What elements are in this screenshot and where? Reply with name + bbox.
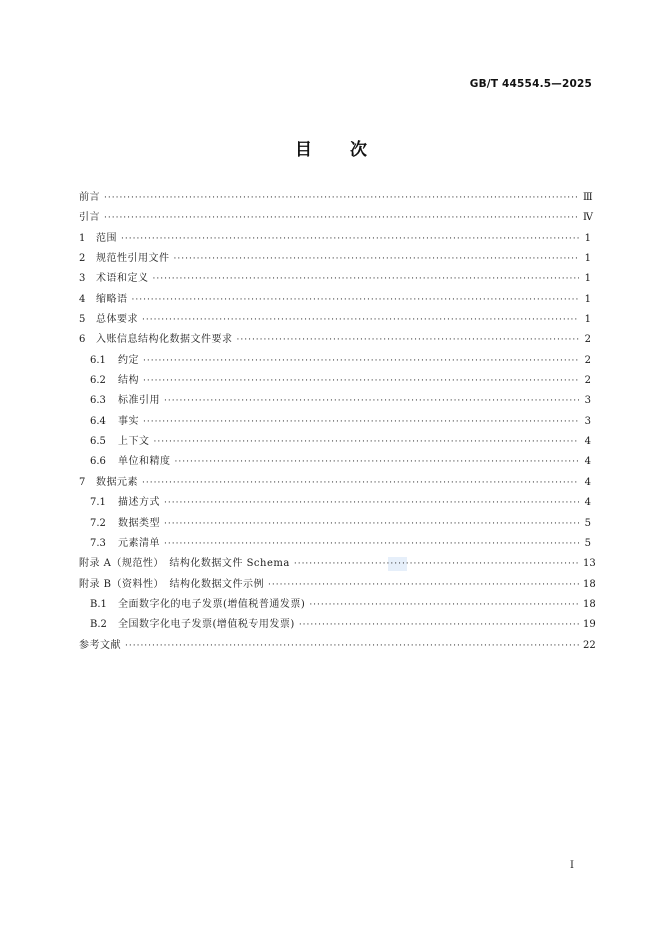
toc-leader-dots	[164, 493, 579, 513]
toc-entry-label: 约定	[118, 354, 139, 366]
toc-entry-number: 7.1	[90, 497, 106, 509]
page-title-right: 次	[350, 140, 367, 160]
toc-entry-page: 1	[584, 253, 591, 265]
toc-entry-number: 7	[79, 476, 86, 488]
toc-entry-label: 前言	[79, 192, 100, 203]
toc-entry[interactable]	[79, 188, 591, 208]
toc-entry-number: 6.2	[90, 375, 106, 387]
toc-entry-number: B.2	[90, 619, 107, 631]
toc-entry-label: 参考文献	[79, 639, 121, 651]
toc-entry-page: 3	[584, 395, 591, 407]
toc-entry-label: 数据元素	[96, 476, 138, 488]
toc-entry-page: 13	[583, 558, 596, 570]
toc-entry-page: 4	[584, 436, 591, 448]
toc-entry-label: 描述方式	[118, 497, 160, 509]
toc-entry-page: 4	[584, 497, 591, 509]
toc-entry-label: 入账信息结构化数据文件要求	[96, 334, 233, 346]
toc-entry-label: 引言	[79, 212, 100, 224]
toc-entry-number: 4	[79, 293, 86, 305]
toc-leader-dots	[164, 534, 579, 554]
toc-entry-page: 1	[584, 273, 591, 285]
toc-entry[interactable]	[79, 452, 591, 472]
toc-entry-label: 规范性引用文件	[96, 253, 170, 265]
toc-entry-number: 6.5	[90, 436, 106, 448]
toc-entry-number: 2	[79, 253, 86, 265]
page-title-left: 目	[295, 140, 312, 160]
toc-entry-label: 缩略语	[96, 293, 128, 305]
toc-entry[interactable]	[79, 351, 591, 371]
toc-leader-dots	[309, 595, 579, 615]
toc-entry[interactable]	[79, 310, 591, 330]
toc-entry[interactable]	[79, 391, 591, 411]
toc-entry-page: 2	[584, 334, 591, 346]
toc-entry[interactable]	[79, 534, 591, 554]
toc-entry-label: 附录 A（规范性） 结构化数据文件 Schema	[79, 558, 290, 570]
toc-entry-number: 6	[79, 334, 86, 346]
toc-entry-number: 3	[79, 273, 86, 285]
toc-entry-page: 4	[584, 476, 591, 488]
toc-entry[interactable]	[79, 412, 591, 432]
toc-entry-page: 1	[584, 293, 591, 305]
toc-entry-number: 5	[79, 314, 86, 326]
toc-entry-label: 全国数字化电子发票(增值税专用发票)	[118, 619, 295, 631]
toc-entry-label: 附录 B（资料性） 结构化数据文件示例	[79, 578, 265, 590]
toc-entry[interactable]	[79, 514, 591, 534]
toc-entry[interactable]	[79, 208, 591, 228]
toc-entry-label: 总体要求	[96, 314, 138, 326]
toc-entry[interactable]	[79, 473, 591, 493]
page-title	[0, 135, 662, 160]
toc-entry[interactable]	[79, 371, 591, 391]
toc-entry-page: 5	[584, 517, 591, 529]
standard-code: GB/T 44554.5—2025	[469, 78, 592, 90]
toc-entry-page: 5	[584, 537, 591, 549]
toc-leader-dots	[142, 310, 579, 330]
toc-entry-page: 2	[584, 375, 591, 387]
toc-entry-label: 全面数字化的电子发票(增值税普通发票)	[118, 598, 306, 610]
toc-entry-page: 19	[583, 619, 596, 631]
toc-leader-dots	[268, 575, 579, 595]
toc-entry[interactable]	[79, 229, 591, 249]
toc-entry[interactable]	[79, 615, 596, 635]
toc-leader-dots	[154, 432, 580, 452]
toc-entry-number: B.1	[90, 598, 107, 610]
toc-leader-dots	[143, 351, 579, 371]
toc-entry-page: 1	[584, 314, 591, 326]
toc-leader-dots	[299, 615, 579, 635]
toc-entry-page: 3	[584, 415, 591, 427]
toc-entry-page: 1	[584, 232, 591, 244]
toc-leader-dots	[142, 473, 579, 493]
toc-leader-dots	[175, 452, 580, 472]
toc-entry-page: 4	[584, 456, 591, 468]
toc-entry-page: Ⅳ	[583, 212, 593, 224]
toc-leader-dots	[164, 514, 579, 534]
toc-entry-number: 1	[79, 232, 86, 244]
toc-leader-dots	[153, 269, 580, 289]
toc-entry-number: 7.3	[90, 537, 106, 549]
table-of-contents	[79, 188, 596, 656]
toc-entry[interactable]	[79, 249, 591, 269]
toc-leader-dots	[143, 371, 579, 391]
toc-entry-label: 标准引用	[118, 395, 160, 407]
toc-entry-label: 数据类型	[118, 517, 160, 529]
toc-leader-dots	[143, 412, 579, 432]
toc-entry-number: 6.6	[90, 456, 106, 468]
toc-entry[interactable]	[79, 554, 596, 574]
toc-leader-dots	[164, 391, 579, 411]
toc-leader-dots	[104, 188, 579, 208]
toc-entry-page: 22	[583, 639, 596, 651]
toc-entry-label: 范围	[96, 232, 117, 244]
toc-leader-dots	[132, 290, 580, 310]
toc-entry[interactable]	[79, 575, 596, 595]
toc-entry[interactable]	[79, 330, 591, 350]
toc-entry-label: 上下文	[118, 436, 150, 448]
page-number: Ⅰ	[570, 860, 574, 871]
toc-entry-page: Ⅲ	[583, 192, 593, 203]
toc-leader-dots	[237, 330, 580, 350]
toc-entry-page: 18	[583, 578, 596, 590]
toc-entry-page: 18	[583, 598, 596, 610]
toc-entry[interactable]	[79, 636, 596, 656]
toc-entry[interactable]	[79, 290, 591, 310]
toc-entry-number: 6.1	[90, 354, 106, 366]
toc-entry-label: 结构	[118, 375, 139, 387]
toc-entry-number: 7.2	[90, 517, 106, 529]
toc-entry-label: 事实	[118, 415, 139, 427]
toc-entry[interactable]	[79, 493, 591, 513]
toc-leader-dots	[125, 636, 579, 656]
toc-leader-dots	[294, 554, 579, 574]
toc-leader-dots	[121, 229, 579, 249]
toc-entry-label: 单位和精度	[118, 456, 171, 468]
toc-leader-dots	[174, 249, 580, 269]
toc-entry[interactable]	[79, 595, 596, 615]
toc-entry[interactable]	[79, 269, 591, 289]
toc-entry-number: 6.4	[90, 415, 106, 427]
toc-entry[interactable]	[79, 432, 591, 452]
toc-entry-label: 元素清单	[118, 537, 160, 549]
toc-entry-page: 2	[584, 354, 591, 366]
toc-entry-number: 6.3	[90, 395, 106, 407]
toc-leader-dots	[104, 208, 579, 228]
toc-entry-label: 术语和定义	[96, 273, 149, 285]
